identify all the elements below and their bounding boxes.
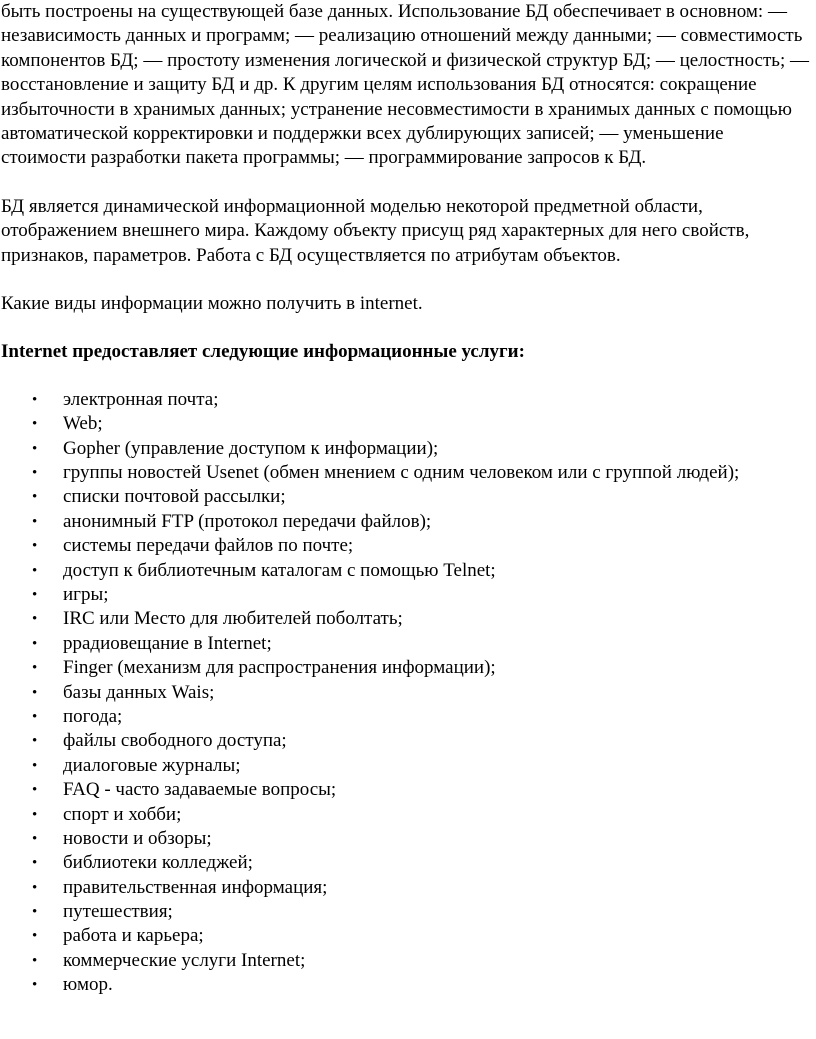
list-item-text: диалоговые журналы;: [63, 754, 241, 776]
list-item-text: правительственная информация;: [63, 876, 328, 898]
list-item-text: путешествия;: [63, 901, 173, 923]
list-item: [1, 900, 812, 924]
list-item: [1, 803, 812, 827]
bullet-icon: •: [32, 562, 38, 579]
bullet-icon: •: [32, 830, 38, 847]
list-item: [1, 656, 812, 680]
list-item: [1, 388, 812, 412]
list-item: [1, 876, 812, 900]
list-item: [1, 754, 812, 778]
bullet-icon: •: [32, 684, 38, 701]
bullet-icon: •: [32, 855, 38, 872]
list-item: [1, 778, 812, 802]
list-item-text: работа и карьера;: [63, 925, 204, 947]
list-item-text: FAQ - часто задаваемые вопросы;: [63, 779, 337, 801]
list-item-text: библиотеки колледжей;: [63, 852, 253, 874]
list-item: [1, 559, 812, 583]
list-item: [1, 510, 812, 534]
list-item: [1, 583, 812, 607]
bullet-icon: •: [32, 660, 38, 677]
list-item-text: анонимный FTP (протокол передачи файлов);: [63, 510, 432, 532]
bullet-icon: •: [32, 904, 38, 921]
bullet-icon: •: [32, 611, 38, 628]
list-item-text: Web;: [63, 413, 103, 435]
bullet-icon: •: [32, 465, 38, 482]
list-item: [1, 729, 812, 753]
bullet-icon: •: [32, 782, 38, 799]
list-item: [1, 437, 812, 461]
bullet-icon: •: [32, 806, 38, 823]
list-item-text: доступ к библиотечным каталогам с помощью Telnet;: [63, 559, 496, 581]
list-item: [1, 485, 812, 509]
bullet-icon: •: [32, 708, 38, 725]
list-item: [1, 973, 812, 997]
list-item: [1, 949, 812, 973]
list-item: [1, 607, 812, 631]
bullet-icon: •: [32, 489, 38, 506]
list-item-text: группы новостей Usenet (обмен мнением с одним человеком или с группой людей);: [63, 462, 740, 484]
list-item-text: файлы свободного доступа;: [63, 730, 287, 752]
bullet-icon: •: [32, 635, 38, 652]
list-item: [1, 924, 812, 948]
list-item-text: юмор.: [63, 974, 113, 996]
bullet-icon: •: [32, 587, 38, 603]
list-item-text: игры;: [63, 584, 109, 605]
list-item: [1, 632, 812, 656]
list-item: [1, 827, 812, 851]
bullet-icon: •: [32, 391, 38, 408]
paragraph-db-model: БД является динамической информационной моделью некоторой предметной области, отображением внешнего мира. Каждому объекту присущ ряд характерных для него свойств, признаков, параметров. Работа с БД осуществляется по атрибутам объектов.: [1, 195, 750, 266]
list-item-text: спорт и хобби;: [63, 803, 182, 825]
bullet-icon: •: [32, 538, 38, 555]
bullet-icon: •: [32, 952, 38, 969]
bullet-icon: •: [32, 879, 38, 896]
bullet-icon: •: [32, 733, 38, 750]
bullet-icon: •: [32, 513, 38, 530]
list-item-text: новости и обзоры;: [63, 827, 212, 849]
list-item-text: системы передачи файлов по почте;: [63, 535, 354, 557]
list-item-text: коммерческие услуги Internet;: [63, 949, 306, 971]
list-item: [1, 412, 812, 436]
list-item-text: ррадиовещание в Internet;: [63, 632, 272, 654]
bullet-icon: •: [32, 928, 38, 945]
paragraph-internet-question: Какие виды информации можно получить в internet.: [1, 293, 423, 315]
services-heading: Internet предоставляет следующие информационные услуги:: [1, 341, 525, 363]
list-item-text: Finger (механизм для распространения информации);: [63, 657, 496, 679]
list-item-text: базы данных Wais;: [63, 681, 215, 703]
bullet-icon: •: [32, 440, 38, 457]
list-item-text: списки почтовой рассылки;: [63, 486, 286, 508]
bullet-icon: •: [32, 757, 38, 774]
list-item: [1, 681, 812, 705]
paragraph-db-usage: быть построены на существующей базе данных. Использование БД обеспечивает в основном: — независимость данных и программ; — реализацию отношений между данными; — совместимость компонентов БД; — простоту изменения логической и физической структур БД; — целостность; — восстановление и защиту БД и др. К другим целям использования БД относятся: сокращение избыточности в хранимых данных; устранение несовместимости в хранимых данных с помощью автоматической корректировки и поддержки всех дублирующих записей; — уменьшение стоимости разработки пакета программы; — программирование запросов к БД.: [1, 1, 809, 169]
list-item: [1, 851, 812, 875]
list-item-text: IRC или Место для любителей поболтать;: [63, 608, 403, 630]
list-item: [1, 534, 812, 558]
list-item-text: электронная почта;: [63, 388, 219, 410]
list-item-text: Gopher (управление доступом к информации);: [63, 437, 439, 459]
list-item: [1, 705, 812, 729]
list-item-text: погода;: [63, 705, 123, 727]
services-list: [1, 388, 812, 998]
bullet-icon: •: [32, 977, 38, 994]
bullet-icon: •: [32, 416, 38, 433]
list-item: [1, 461, 812, 485]
